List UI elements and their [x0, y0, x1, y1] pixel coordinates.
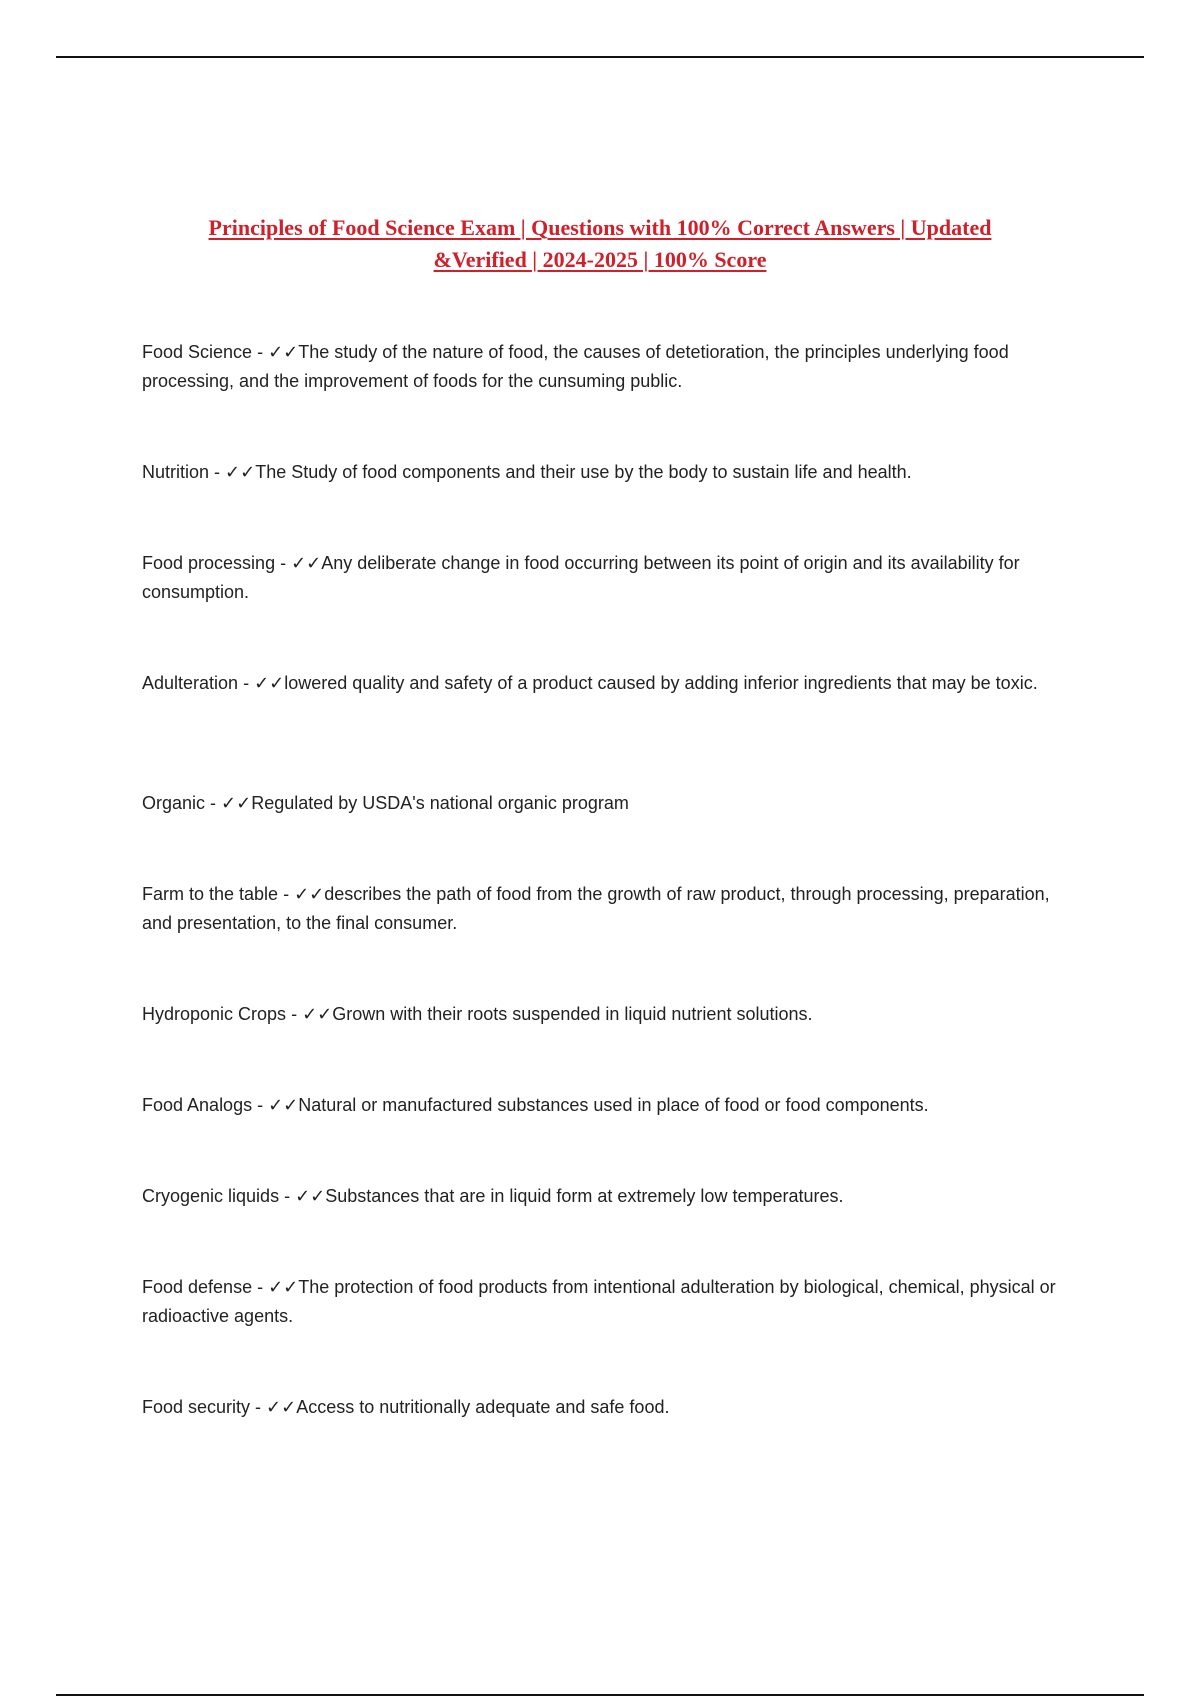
separator: - [250, 1397, 267, 1417]
separator: - [252, 1277, 269, 1297]
term: Food Analogs [142, 1095, 253, 1115]
list-item [142, 549, 1072, 669]
check-icon: ✓✓ [268, 1277, 299, 1297]
definition: Access to nutritionally adequate and safe food. [296, 1397, 670, 1417]
definition: Regulated by USDA's national organic program [251, 793, 629, 813]
term: Organic [142, 793, 206, 813]
definition: Any deliberate change in food occurring between its point of origin and its availability for consumption. [142, 553, 1020, 602]
separator: - [278, 884, 295, 904]
separator: - [286, 1004, 303, 1024]
term: Farm to the table [142, 884, 279, 904]
term: Food defense [142, 1277, 253, 1297]
separator: - [275, 553, 292, 573]
separator: - [252, 342, 269, 362]
definition: The study of the nature of food, the causes of detetioration, the principles underlying food processing, and the improvement of foods for the cunsuming public. [142, 342, 1009, 391]
title-line-1: Principles of Food Science Exam | Questions with 100% Correct Answers | Updated [208, 215, 992, 240]
term: Cryogenic liquids [142, 1186, 280, 1206]
definition: Substances that are in liquid form at extremely low temperatures. [325, 1186, 844, 1206]
term: Adulteration [142, 673, 239, 693]
list-item [142, 338, 1072, 458]
check-icon: ✓✓ [268, 1095, 299, 1115]
check-icon: ✓✓ [291, 553, 322, 573]
term-definition-list [142, 338, 1072, 1484]
check-icon: ✓✓ [294, 884, 325, 904]
term: Hydroponic Crops [142, 1004, 287, 1024]
check-icon: ✓✓ [254, 673, 285, 693]
document-title [150, 212, 1050, 276]
definition: Natural or manufactured substances used in place of food or food components. [298, 1095, 929, 1115]
definition: lowered quality and safety of a product caused by adding inferior ingredients that may be toxic. [284, 673, 1038, 693]
list-item [142, 880, 1072, 1000]
bottom-rule [56, 1694, 1144, 1696]
title-line-2: &Verified | 2024-2025 | 100% Score [433, 247, 767, 272]
separator: - [205, 793, 222, 813]
definition: Grown with their roots suspended in liquid nutrient solutions. [332, 1004, 813, 1024]
definition: describes the path of food from the growth of raw product, through processing, preparation, and presentation, to the final consumer. [142, 884, 1050, 933]
term: Nutrition [142, 462, 210, 482]
term: Food Science [142, 342, 253, 362]
check-icon: ✓✓ [295, 1186, 326, 1206]
list-item [142, 1182, 1072, 1273]
list-item [142, 1273, 1072, 1393]
separator: - [238, 673, 255, 693]
list-item [142, 1393, 1072, 1484]
term: Food security [142, 1397, 251, 1417]
separator: - [209, 462, 226, 482]
list-item [142, 1091, 1072, 1182]
check-icon: ✓✓ [221, 793, 252, 813]
check-icon: ✓✓ [266, 1397, 297, 1417]
term: Food processing [142, 553, 276, 573]
definition: The protection of food products from intentional adulteration by biological, chemical, physical or radioactive agents. [142, 1277, 1056, 1326]
check-icon: ✓✓ [302, 1004, 333, 1024]
separator: - [279, 1186, 296, 1206]
top-rule [56, 56, 1144, 58]
list-item [142, 669, 1072, 789]
check-icon: ✓✓ [225, 462, 256, 482]
list-item [142, 1000, 1072, 1091]
list-item [142, 789, 1072, 880]
check-icon: ✓✓ [268, 342, 299, 362]
list-item [142, 458, 1072, 549]
separator: - [252, 1095, 269, 1115]
definition: The Study of food components and their use by the body to sustain life and health. [255, 462, 912, 482]
